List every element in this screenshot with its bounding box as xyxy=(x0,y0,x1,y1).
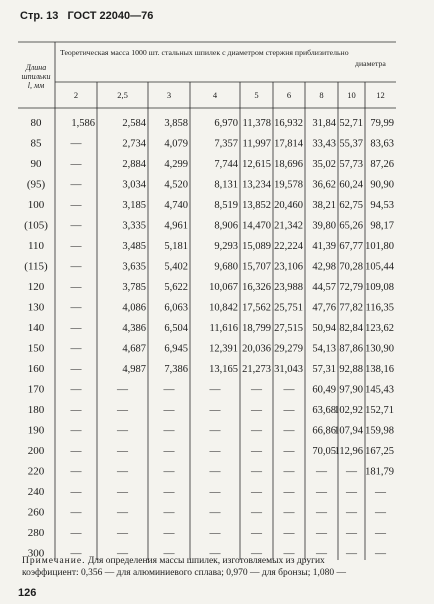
table-cell: 41,39 xyxy=(312,241,336,252)
table-cell: — xyxy=(117,486,128,498)
table-cell: — xyxy=(346,527,357,539)
table-cell: 3,335 xyxy=(122,220,146,232)
table-cell: — xyxy=(70,301,82,314)
table-cell: 10,842 xyxy=(209,302,238,314)
table-cell: — xyxy=(283,424,295,437)
table-cell: — xyxy=(70,547,82,560)
table-cell: — xyxy=(163,527,175,539)
table-cell: 27,515 xyxy=(274,323,303,334)
table-cell: 60,49 xyxy=(312,384,336,396)
table-cell: — xyxy=(70,527,82,539)
table-cell: 66,86 xyxy=(312,425,336,437)
table-cell: 13,234 xyxy=(242,179,271,191)
table-cell: 17,814 xyxy=(274,138,303,150)
table-cell: 19,578 xyxy=(274,179,303,191)
table-cell: — xyxy=(251,547,262,560)
table-cell: — xyxy=(209,506,221,519)
table-cell: — xyxy=(117,383,128,396)
table-cell: — xyxy=(346,547,357,560)
table-cell: 6,970 xyxy=(214,118,238,129)
table-cell: 44,57 xyxy=(312,282,336,293)
table-cell: — xyxy=(251,486,262,498)
table-cell: 94,53 xyxy=(370,200,394,211)
table-cell: 116,35 xyxy=(365,302,394,314)
table-cell: 112,96 xyxy=(334,446,363,457)
table-cell: — xyxy=(70,465,82,478)
table-cell: 79,99 xyxy=(370,118,394,129)
column-header: 6 xyxy=(286,90,292,100)
table-cell: — xyxy=(70,486,82,498)
column-header: 2 xyxy=(73,90,79,100)
table-cell: — xyxy=(117,424,128,437)
table-cell: 4,386 xyxy=(122,323,146,334)
table-cell: 82,84 xyxy=(339,323,363,334)
table-cell: 87,26 xyxy=(370,159,394,170)
row-length: 200 xyxy=(27,445,45,457)
table-cell: — xyxy=(209,547,221,560)
table-cell: — xyxy=(251,383,262,396)
table-cell: 16,326 xyxy=(242,282,271,293)
table-cell: 145,43 xyxy=(365,384,394,396)
page-label: Стр. 13 xyxy=(20,10,59,22)
row-length: 110 xyxy=(27,240,45,252)
table-cell: — xyxy=(70,342,82,355)
table-cell: 23,106 xyxy=(274,261,303,273)
column-header: 8 xyxy=(319,90,324,100)
row-length: 220 xyxy=(27,465,45,478)
table-cell: — xyxy=(117,506,128,519)
table-cell: — xyxy=(70,424,82,437)
table-cell: 5,181 xyxy=(164,241,188,252)
column-header: 12 xyxy=(376,90,385,100)
table-cell: 11,378 xyxy=(242,118,271,129)
row-length: 85 xyxy=(30,137,42,150)
table-cell: 25,751 xyxy=(274,302,303,314)
table-cell: 123,62 xyxy=(365,323,394,334)
table-cell: 3,635 xyxy=(122,261,146,273)
table-cell: 70,28 xyxy=(339,261,363,273)
table-cell: — xyxy=(251,424,262,437)
table-cell: 12,615 xyxy=(242,159,271,170)
table-cell: — xyxy=(70,260,82,273)
table-cell: 4,987 xyxy=(122,364,146,375)
table-cell: — xyxy=(316,486,327,498)
table-cell: 159,98 xyxy=(365,425,394,437)
table-cell: 67,77 xyxy=(339,241,363,252)
table-cell: 107,94 xyxy=(334,425,363,437)
table-cell: 11,997 xyxy=(242,138,271,150)
table-cell: 6,063 xyxy=(164,302,188,314)
row-length: (105) xyxy=(24,219,48,232)
table-cell: — xyxy=(163,383,175,396)
table-cell: 3,185 xyxy=(122,200,146,211)
table-cell: — xyxy=(70,137,82,150)
table-cell: — xyxy=(70,219,82,232)
table-cell: 6,945 xyxy=(164,343,188,355)
table-cell: 15,089 xyxy=(242,241,271,252)
table-cell: 4,740 xyxy=(164,200,188,211)
table-cell: — xyxy=(316,465,327,478)
table-cell: — xyxy=(70,383,82,396)
table-cell: 18,799 xyxy=(242,323,271,334)
row-header-text: l, мм xyxy=(27,81,45,90)
table-cell: — xyxy=(70,178,82,191)
table-cell: 70,05 xyxy=(312,446,336,457)
row-length: (115) xyxy=(24,260,48,273)
table-cell: — xyxy=(251,527,262,539)
table-cell: 167,25 xyxy=(365,446,394,457)
row-length: 190 xyxy=(27,424,45,437)
table-cell: 23,988 xyxy=(274,282,303,293)
table-cell: — xyxy=(251,465,262,478)
table-cell: — xyxy=(346,486,357,498)
table-cell: — xyxy=(283,404,295,416)
table-cell: — xyxy=(283,527,295,539)
table-cell: — xyxy=(163,486,175,498)
table-cell: 6,504 xyxy=(164,323,188,334)
table-cell: — xyxy=(375,486,386,498)
table-cell: 29,279 xyxy=(274,343,303,355)
row-length: 300 xyxy=(27,547,45,560)
table-cell: 97,90 xyxy=(339,384,363,396)
table-cell: 8,906 xyxy=(214,220,238,232)
table-cell: — xyxy=(163,465,175,478)
table-cell: — xyxy=(283,486,295,498)
column-header: 5 xyxy=(254,90,259,100)
table-cell: — xyxy=(117,445,128,457)
table-cell: 42,98 xyxy=(312,261,336,273)
table-cell: — xyxy=(209,486,221,498)
table-cell: — xyxy=(251,506,262,519)
table-cell: 3,858 xyxy=(164,118,188,129)
table-cell: — xyxy=(117,465,128,478)
table-cell: — xyxy=(316,547,327,560)
table-cell: 31,043 xyxy=(274,364,303,375)
note-line-2: коэффициент: 0,356 — для алюминиевого сплава; 0,970 — для бронзы; 1,080 — xyxy=(22,568,346,578)
table-cell: 39,80 xyxy=(312,220,336,232)
table-cell: — xyxy=(346,465,357,478)
table-cell: — xyxy=(163,424,175,437)
table-cell: — xyxy=(375,527,386,539)
table-cell: 5,402 xyxy=(164,261,188,273)
table-cell: 2,884 xyxy=(122,159,146,170)
table-cell: 15,707 xyxy=(242,261,271,273)
table-cell: — xyxy=(209,404,221,416)
table-cell: 138,16 xyxy=(365,364,394,375)
table-cell: 13,852 xyxy=(242,200,271,211)
row-length: 260 xyxy=(27,506,45,519)
table-cell: 47,76 xyxy=(312,302,336,314)
table-cell: 18,696 xyxy=(274,159,303,170)
note-label: Примечание. xyxy=(22,556,86,566)
table-cell: — xyxy=(117,404,128,416)
footnote xyxy=(22,555,422,579)
table-cell: — xyxy=(316,527,327,539)
table-cell: 55,37 xyxy=(339,138,363,150)
table-cell: — xyxy=(283,445,295,457)
row-length: 280 xyxy=(27,527,45,539)
table-cell: 33,43 xyxy=(312,138,336,150)
table-cell: — xyxy=(251,404,262,416)
table-cell: — xyxy=(346,506,357,519)
row-length: 150 xyxy=(27,342,45,355)
table-cell: 9,680 xyxy=(214,261,238,273)
row-length: 80 xyxy=(30,117,42,129)
table-cell: — xyxy=(70,158,82,170)
row-header-text: Длина xyxy=(25,63,47,72)
table-cell: — xyxy=(70,363,82,375)
table-cell: 2,584 xyxy=(122,118,146,129)
table-cell: — xyxy=(209,445,221,457)
table-cell: — xyxy=(283,506,295,519)
table-cell: — xyxy=(117,527,128,539)
table-cell: — xyxy=(70,199,82,211)
column-header: 3 xyxy=(166,90,172,100)
table-cell: 83,63 xyxy=(370,138,394,150)
table-cell: — xyxy=(70,322,82,334)
note-line-1: Для определения массы шпилек, изготовляемых из других xyxy=(85,556,325,566)
table-cell: — xyxy=(283,547,295,560)
table-cell: — xyxy=(163,445,175,457)
row-length: 180 xyxy=(27,404,45,416)
table-cell: 3,034 xyxy=(122,179,146,191)
table-cell: 92,88 xyxy=(339,364,363,375)
table-cell: 63,68 xyxy=(312,405,336,416)
row-length: 100 xyxy=(27,199,45,211)
table-cell: 72,79 xyxy=(339,282,363,293)
table-cell: 87,86 xyxy=(339,343,363,355)
table-cell: — xyxy=(375,547,386,560)
table-cell: 20,460 xyxy=(274,200,303,211)
table-cell: 54,13 xyxy=(312,343,336,355)
table-cell: 7,386 xyxy=(164,364,188,375)
table-cell: 38,21 xyxy=(312,200,336,211)
table-cell: 101,80 xyxy=(365,241,394,252)
table-cell: 14,470 xyxy=(242,220,271,232)
table-cell: 16,932 xyxy=(274,118,303,129)
table-cell: 2,734 xyxy=(122,138,146,150)
table-cell: 4,961 xyxy=(164,220,188,232)
table-cell: 50,94 xyxy=(312,323,336,334)
table-cell: 4,520 xyxy=(164,179,188,191)
row-length: 170 xyxy=(27,383,45,396)
table-cell: 3,785 xyxy=(122,282,146,293)
table-cell: — xyxy=(209,424,221,437)
table-cell: 152,71 xyxy=(365,405,394,416)
table-cell: — xyxy=(209,527,221,539)
table-cell: 77,82 xyxy=(339,302,363,314)
table-cell: 17,562 xyxy=(242,302,271,314)
table-cell: 1,586 xyxy=(71,118,95,129)
row-length: 240 xyxy=(27,486,45,498)
table-cell: 21,342 xyxy=(274,220,303,232)
table-cell: 10,067 xyxy=(209,282,238,293)
table-cell: 8,519 xyxy=(214,200,238,211)
table-cell: — xyxy=(209,383,221,396)
row-length: 90 xyxy=(30,158,42,170)
row-length: 130 xyxy=(27,301,45,314)
table-cell: 130,90 xyxy=(365,343,394,355)
table-cell: — xyxy=(117,547,128,560)
table-cell: — xyxy=(70,240,82,252)
table-cell: 90,90 xyxy=(370,179,394,191)
table-cell: 109,08 xyxy=(365,282,394,293)
table-cell: 60,24 xyxy=(339,179,363,191)
row-header-text: шпильки xyxy=(21,72,51,81)
table-cell: — xyxy=(163,547,175,560)
table-cell: — xyxy=(209,465,221,478)
table-cell: — xyxy=(375,506,386,519)
table-cell: 4,299 xyxy=(164,159,188,170)
row-length: 120 xyxy=(27,281,45,293)
table-cell: 5,622 xyxy=(164,282,188,293)
table-cell: 4,086 xyxy=(122,302,146,314)
standard-number: ГОСТ 22040—76 xyxy=(67,10,154,22)
table-cell: — xyxy=(70,281,82,293)
table-cell: — xyxy=(70,506,82,519)
table-cell: 98,17 xyxy=(370,220,394,232)
table-cell: 9,293 xyxy=(214,241,238,252)
row-length: 160 xyxy=(27,363,45,375)
table-cell: 11,616 xyxy=(209,323,238,334)
table-cell: — xyxy=(163,506,175,519)
table-cell: 22,224 xyxy=(274,241,303,252)
table-cell: 4,687 xyxy=(122,343,146,355)
table-cell: — xyxy=(70,404,82,416)
table-cell: 4,079 xyxy=(164,138,188,150)
table-cell: 13,165 xyxy=(209,364,238,375)
table-cell: 181,79 xyxy=(365,466,394,478)
table-cell: — xyxy=(283,465,295,478)
table-cell: — xyxy=(70,445,82,457)
column-header: 2,5 xyxy=(117,90,128,100)
table-cell: 20,036 xyxy=(242,343,271,355)
table-cell: 7,744 xyxy=(214,159,238,170)
table-cell: — xyxy=(316,506,327,519)
table-cell: 105,44 xyxy=(365,261,394,273)
column-header: 4 xyxy=(212,90,218,100)
group-header-text: Теоретическая масса 1000 шт. стальных шпилек с диаметром стержня приблизительно xyxy=(60,48,349,57)
table-cell: — xyxy=(283,383,295,396)
table-cell: 52,71 xyxy=(339,118,363,129)
table-cell: — xyxy=(251,445,262,457)
group-header-text-2: диаметра xyxy=(355,59,386,68)
table-cell: 7,357 xyxy=(214,138,238,150)
page-number: 126 xyxy=(18,587,37,599)
table-cell: 12,391 xyxy=(209,343,238,355)
table-cell: 57,31 xyxy=(312,364,336,375)
table-cell: 57,73 xyxy=(339,159,363,170)
row-length: 140 xyxy=(27,322,45,334)
table-cell: 21,273 xyxy=(242,364,271,375)
table-cell: 65,26 xyxy=(339,220,363,232)
table-cell: 102,92 xyxy=(334,405,363,416)
column-header: 10 xyxy=(347,90,356,100)
table-cell: 3,485 xyxy=(122,241,146,252)
table-cell: 8,131 xyxy=(214,179,238,191)
row-length: (95) xyxy=(26,178,46,191)
table-cell: 35,02 xyxy=(312,159,336,170)
table-cell: 36,62 xyxy=(312,179,336,191)
table-cell: 31,84 xyxy=(312,118,336,129)
table-cell: — xyxy=(163,404,175,416)
table-cell: 62,75 xyxy=(339,200,363,211)
